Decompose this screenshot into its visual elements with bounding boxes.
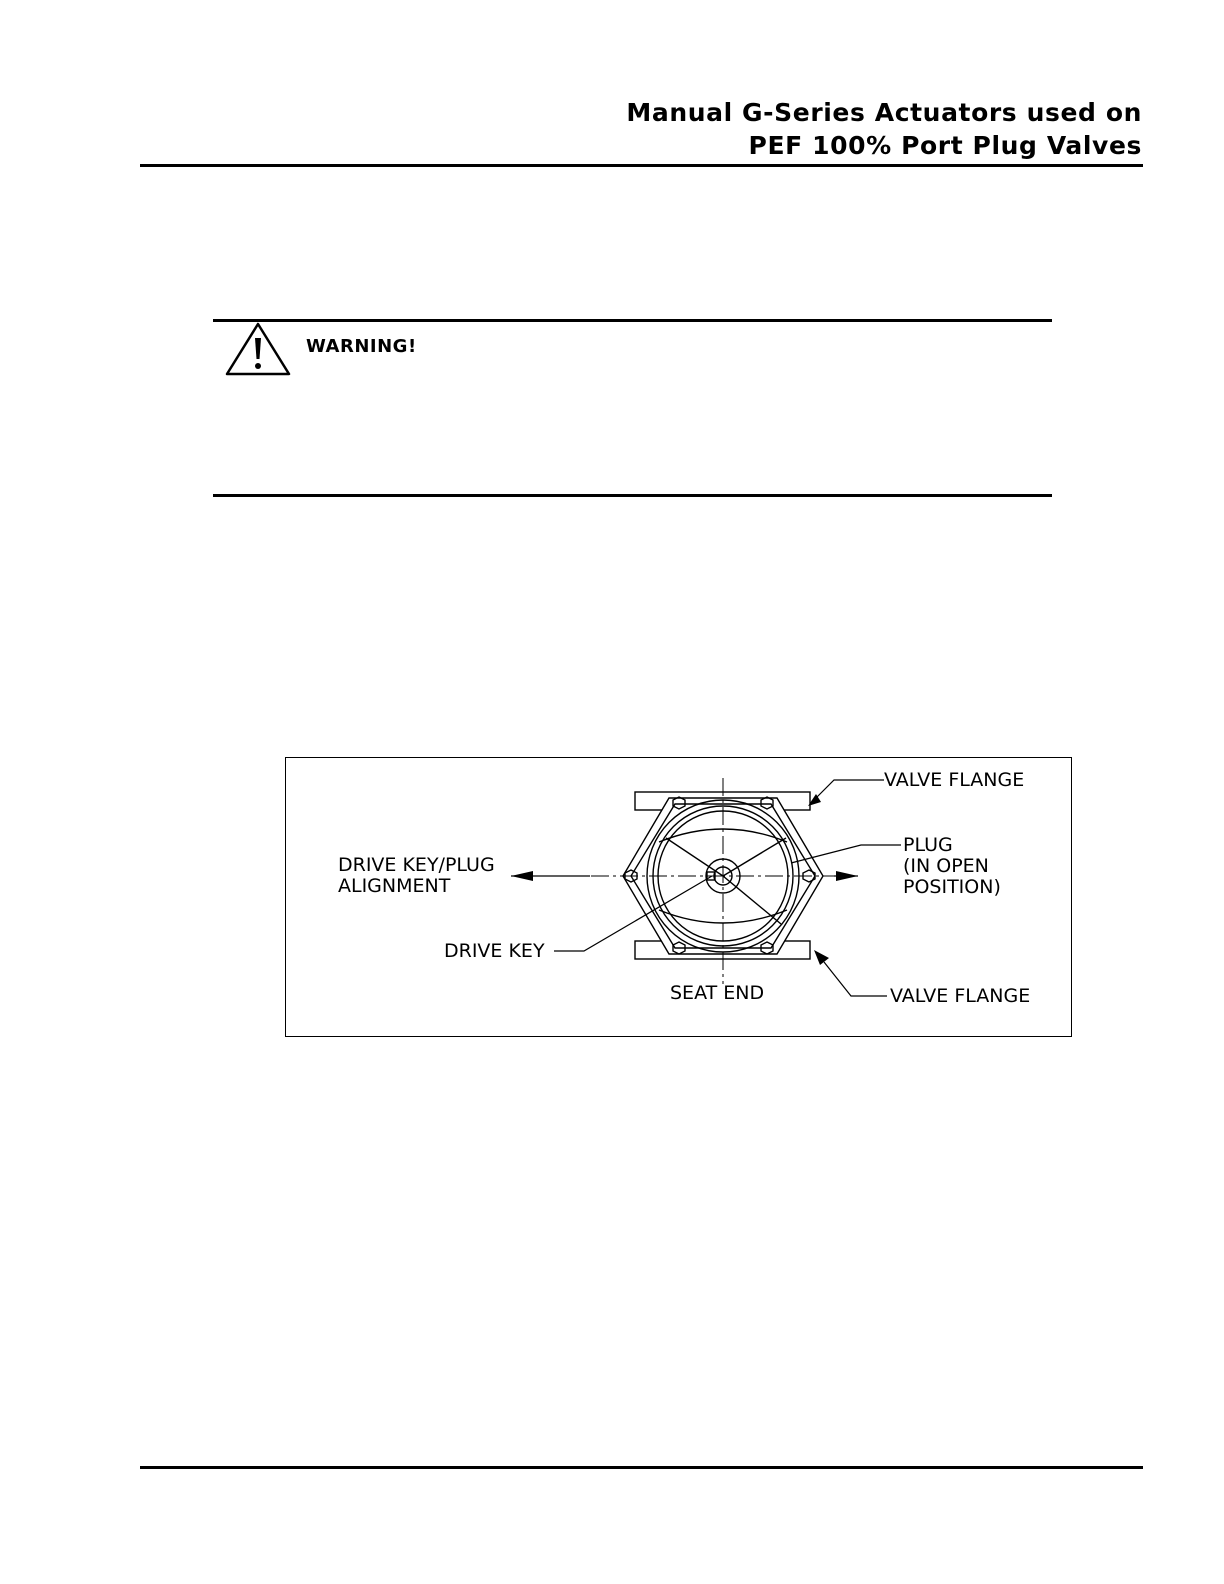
page-header-title (626, 96, 1142, 162)
leader-valve-flange-top (816, 780, 884, 798)
label-seat-end: SEAT END (670, 982, 765, 1004)
label-plug-line-1: PLUG (903, 834, 953, 856)
label-drive-key: DRIVE KEY (444, 940, 545, 962)
label-drive-key-plug-alignment (338, 855, 495, 897)
header-rule (140, 164, 1143, 167)
header-title-line-2: PEF 100% Port Plug Valves (748, 131, 1142, 160)
label-drive-key-alignment-line-2: ALIGNMENT (338, 875, 451, 897)
leader-valve-flange-bottom (824, 962, 887, 996)
warning-top-rule (213, 319, 1052, 322)
warning-label: WARNING! (306, 336, 417, 357)
label-plug-line-2: (IN OPEN (903, 855, 989, 877)
warning-triangle-icon (224, 321, 292, 377)
label-valve-flange-top: VALVE FLANGE (884, 769, 1025, 791)
footer-rule (140, 1466, 1143, 1469)
label-drive-key-alignment-line-1: DRIVE KEY/PLUG (338, 854, 495, 876)
header-title-line-1: Manual G-Series Actuators used on (626, 98, 1142, 127)
label-valve-flange-bottom: VALVE FLANGE (890, 985, 1031, 1007)
warning-bottom-rule (213, 494, 1052, 497)
label-plug-line-3: POSITION) (903, 876, 1001, 898)
label-plug (903, 835, 1001, 898)
plug-alignment-figure (285, 757, 1072, 1037)
